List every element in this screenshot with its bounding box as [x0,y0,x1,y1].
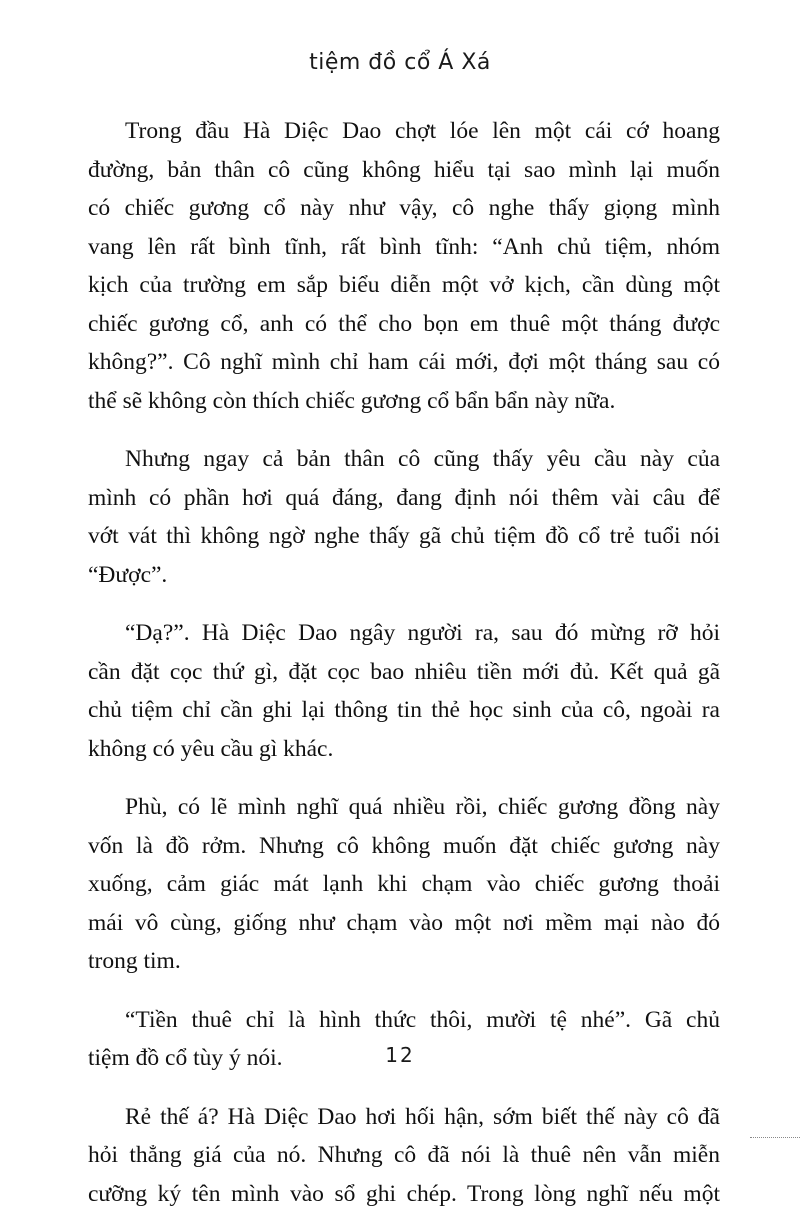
text-line: hỏi thẳng giá của nó. Nhưng cô đã nói là thuê nên vẫn miễn [88,1136,720,1175]
text-line: có chiếc gương cổ này như vậy, cô nghe thấy giọng mình [88,189,720,228]
text-line: đường, bản thân cô cũng không hiểu tại sao mình lại muốn [88,151,720,190]
text-line: cần đặt cọc thứ gì, đặt cọc bao nhiêu tiền mới đủ. Kết quả gã [88,653,720,692]
text-line: xuống, cảm giác mát lạnh khi chạm vào chiếc gương thoải [88,865,720,904]
text-line: chiếc gương cổ, anh có thể cho bọn em thuê một tháng được [88,305,720,344]
paragraph [88,614,720,768]
page-number: 12 [0,1043,800,1067]
text-line: Rẻ thế á? Hà Diệc Dao hơi hối hận, sớm biết thế này cô đã [88,1098,720,1137]
text-line: tiệm đồ cổ tùy ý nói. [88,1039,720,1078]
text-line: chủ tiệm chỉ cần ghi lại thông tin thẻ học sinh của cô, ngoài ra [88,691,720,730]
text-line: Trong đầu Hà Diệc Dao chợt lóe lên một cái cớ hoang [88,112,720,151]
text-line: Phù, có lẽ mình nghĩ quá nhiều rồi, chiếc gương đồng này [88,788,720,827]
paragraph-spacer [88,594,720,614]
text-line: “Dạ?”. Hà Diệc Dao ngây người ra, sau đó mừng rỡ hỏi [88,614,720,653]
text-line: vốn là đồ rởm. Nhưng cô không muốn đặt chiếc gương này [88,827,720,866]
text-line: vớt vát thì không ngờ nghe thấy gã chủ tiệm đồ cổ trẻ tuổi nói [88,517,720,556]
text-line: mình có phần hơi quá đáng, đang định nói thêm vài câu để [88,479,720,518]
text-line: không?”. Cô nghĩ mình chỉ ham cái mới, đợi một tháng sau có [88,343,720,382]
text-line: không có yêu cầu gì khác. [88,730,720,769]
text-line: vang lên rất bình tĩnh, rất bình tĩnh: “Anh chủ tiệm, nhóm [88,228,720,267]
text-line: cưỡng ký tên mình vào sổ ghi chép. Trong lòng nghĩ nếu một [88,1175,720,1213]
text-line: kịch của trường em sắp biểu diễn một vở kịch, cần dùng một [88,266,720,305]
text-line: thể sẽ không còn thích chiếc gương cổ bẩn bẩn này nữa. [88,382,720,421]
running-header: tiệm đồ cổ Á Xá [0,50,800,75]
paragraph [88,440,720,594]
text-line: “Tiền thuê chỉ là hình thức thôi, mười tệ nhé”. Gã chủ [88,1001,720,1040]
paragraph [88,788,720,981]
text-line: mái vô cùng, giống như chạm vào một nơi mềm mại nào đó [88,904,720,943]
text-line: Nhưng ngay cả bản thân cô cũng thấy yêu cầu này của [88,440,720,479]
paragraph [88,1098,720,1213]
paragraph-spacer [88,1078,720,1098]
text-line: trong tim. [88,942,720,981]
paragraph [88,112,720,420]
text-line: “Được”. [88,556,720,595]
scan-edge-mark [750,1131,800,1138]
paragraph-spacer [88,981,720,1001]
paragraph-spacer [88,768,720,788]
paragraph-spacer [88,420,720,440]
